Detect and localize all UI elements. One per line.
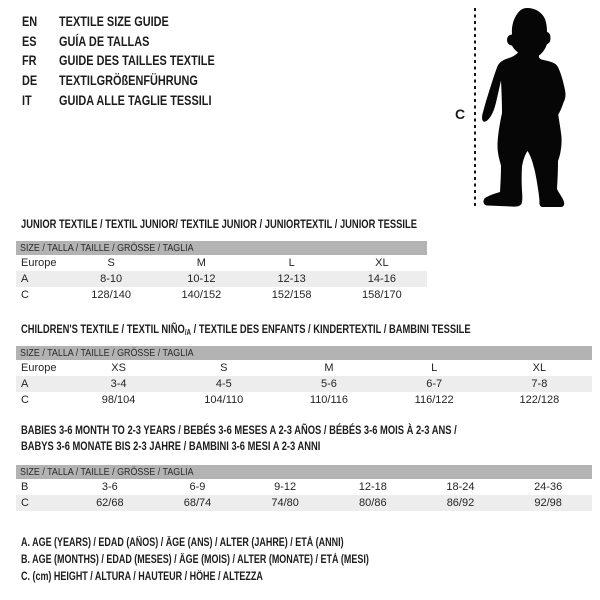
junior-table-title: JUNIOR TEXTILE / TEXTIL JUNIOR/ TEXTILE JUNIOR / JUNIORTEXTIL / JUNIOR TESSILE — [21, 217, 417, 231]
table-row-age — [16, 376, 592, 392]
size-value-cell: 68/74 — [183, 497, 212, 509]
size-header-band: SIZE / TALLA / TAILLE / GRÖSSE / TAGLIA — [16, 465, 592, 479]
legend-line-b: B. AGE (MONTHS) / EDAD (MESES) / ÂGE (MOIS) / ALTER (MONATE) / ETÀ (MESI) — [21, 554, 369, 566]
size-value-cell: 12-13 — [277, 273, 306, 285]
row-label: A — [21, 273, 29, 285]
size-value-cell: 98/104 — [101, 394, 136, 406]
size-value-cell: 92/98 — [534, 497, 562, 509]
size-value-cell: 140/152 — [181, 289, 222, 301]
legend-line-c: C. (cm) HEIGHT / ALTURA / HAUTEUR / HÖHE / ALTEZZA — [21, 571, 263, 583]
language-row-es — [22, 31, 259, 51]
language-title-block — [22, 11, 259, 110]
row-label: A — [21, 378, 29, 390]
size-value-cell: 128/140 — [91, 289, 131, 301]
size-value-cell: XL — [375, 257, 389, 269]
children-table-title: CHILDREN'S TEXTILE / TEXTIL NIÑO/A / TEXTILE DES ENFANTS / KINDERTEXTIL / BAMBINI TESSILE — [21, 322, 471, 337]
size-value-cell: 122/128 — [519, 394, 560, 406]
row-label: C — [21, 289, 29, 301]
size-value-cell: 152/158 — [271, 289, 312, 301]
babies-table-title: BABIES 3-6 MONTH TO 2-3 YEARS / BEBÉS 3-6 MESES A 2-3 AÑOS / BÉBÉS 3-6 MOIS À 2-3 ANS / BABYS 3-6 MONATE BIS 2-3 JAHRE / BAMBINI 3-6 MESI A 2-3 ANNI — [21, 423, 457, 453]
size-value-cell: 110/116 — [309, 394, 349, 406]
table-row-europe — [16, 360, 592, 376]
size-value-cell: M — [324, 362, 334, 374]
size-value-cell: 24-36 — [534, 481, 563, 493]
size-value-cell: S — [220, 362, 228, 374]
babies-size-table — [16, 465, 592, 511]
language-code: IT — [22, 92, 32, 109]
size-value-cell: XS — [111, 362, 126, 374]
size-value-cell: XL — [532, 362, 547, 374]
legend-line-a: A. AGE (YEARS) / EDAD (AÑOS) / ÂGE (ANS) / ALTER (JAHRE) / ETÀ (ANNI) — [21, 537, 344, 549]
language-label: GUIDA ALLE TAGLIE TESSILI — [59, 92, 212, 109]
size-value-cell: 158/170 — [361, 289, 402, 301]
language-row-it — [22, 90, 259, 110]
measurement-legend — [21, 535, 467, 586]
language-row-de — [22, 70, 259, 90]
size-value-cell: 12-18 — [358, 481, 387, 493]
language-label: GUÍA DE TALLAS — [59, 32, 150, 49]
size-header-band: SIZE / TALLA / TAILLE / GRÖSSE / TAGLIA — [16, 241, 427, 255]
language-code: EN — [22, 12, 38, 29]
height-marker-label: C — [455, 106, 466, 122]
row-label: B — [21, 481, 29, 493]
language-code: ES — [22, 32, 37, 49]
language-label: TEXTILE SIZE GUIDE — [59, 12, 169, 29]
size-value-cell: 18-24 — [446, 481, 475, 493]
language-code: FR — [22, 52, 37, 69]
size-value-cell: M — [196, 257, 206, 269]
size-value-cell: 3-4 — [110, 378, 127, 390]
size-value-cell: 6-9 — [189, 481, 206, 493]
size-value-cell: S — [107, 257, 115, 269]
size-value-cell: 14-16 — [367, 273, 396, 285]
size-header-band: SIZE / TALLA / TAILLE / GRÖSSE / TAGLIA — [16, 346, 592, 360]
size-value-cell: 62/68 — [96, 497, 124, 509]
table-row-europe — [16, 255, 427, 271]
table-row-height — [16, 287, 427, 303]
junior-size-table — [16, 241, 427, 303]
size-value-cell: 10-12 — [187, 273, 216, 285]
children-size-table — [16, 346, 592, 408]
table-row-age — [16, 271, 427, 287]
size-value-cell: 86/92 — [446, 497, 475, 509]
language-label: TEXTILGRÖßENFÜHRUNG — [59, 72, 198, 89]
size-value-cell: 3-6 — [101, 481, 118, 493]
baby-silhouette-figure — [475, 5, 595, 210]
table-row-height — [16, 495, 592, 511]
table-row-months — [16, 479, 592, 495]
size-value-cell: 80/86 — [359, 497, 387, 509]
size-value-cell: 7-8 — [531, 378, 548, 390]
language-label: GUIDE DES TAILLES TEXTILE — [59, 52, 215, 69]
size-value-cell: 8-10 — [100, 273, 123, 285]
language-row-en — [22, 11, 259, 31]
size-value-cell: 74/80 — [271, 497, 299, 509]
size-value-cell: 104/110 — [204, 394, 244, 406]
size-value-cell: 6-7 — [426, 378, 443, 390]
table-row-height — [16, 392, 592, 408]
language-row-fr — [22, 51, 259, 71]
size-value-cell: 116/122 — [414, 394, 454, 406]
row-label: Europe — [21, 257, 57, 269]
size-value-cell: 5-6 — [321, 378, 337, 390]
row-label: C — [21, 497, 29, 509]
size-value-cell: L — [431, 362, 438, 374]
language-code: DE — [22, 72, 38, 89]
row-label: Europe — [21, 362, 57, 374]
size-value-cell: 9-12 — [274, 481, 297, 493]
row-label: C — [21, 394, 29, 406]
size-value-cell: 4-5 — [215, 378, 232, 390]
size-value-cell: L — [288, 257, 295, 269]
